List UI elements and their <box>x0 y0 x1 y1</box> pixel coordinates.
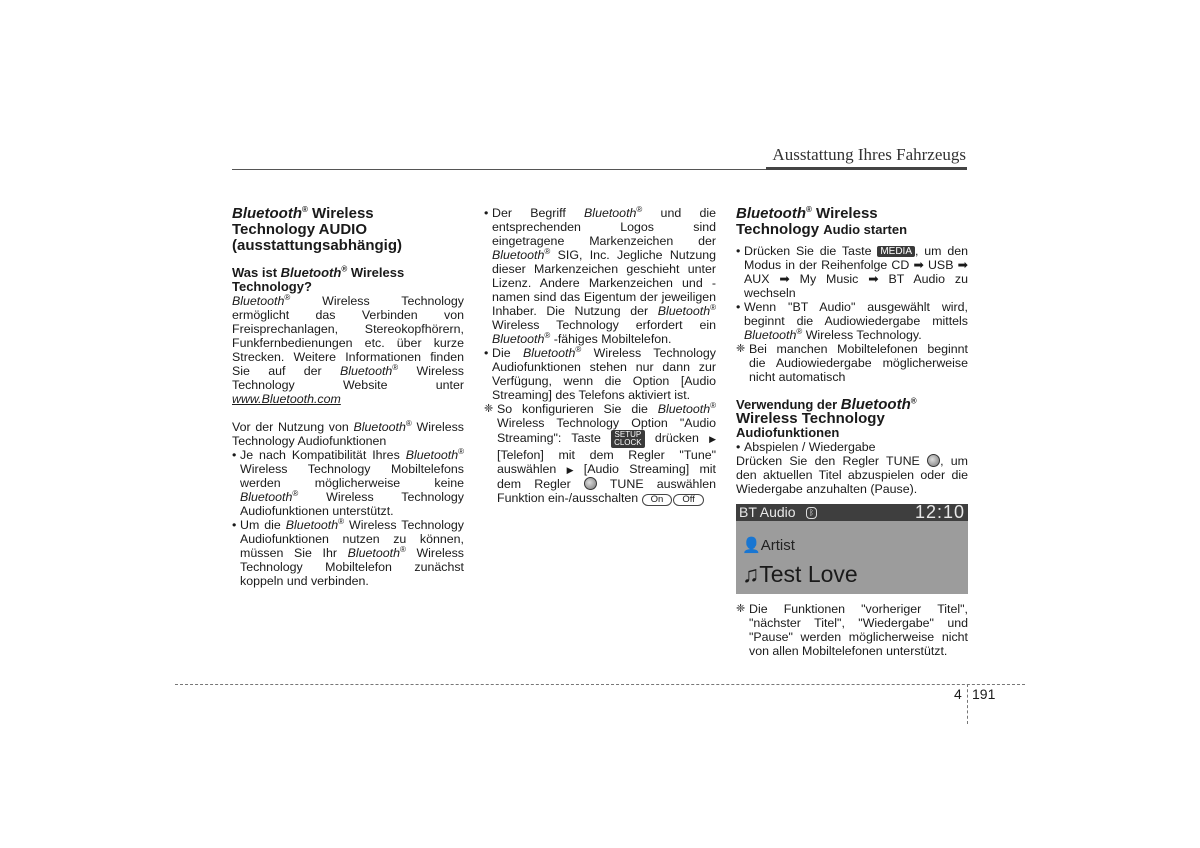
column-3 <box>736 206 968 658</box>
page-number: 191 <box>972 686 996 702</box>
footer-divider <box>967 684 968 724</box>
note-mark-icon: ❈ <box>736 603 746 615</box>
section-heading-start: Bluetooth® Wireless Technology Audio starten <box>736 205 908 238</box>
section-heading: Bluetooth® Wireless Technology AUDIO (ausstattungsabhängig) <box>232 205 403 254</box>
screen-status-bar <box>736 504 968 521</box>
chapter-number: 4 <box>954 686 962 702</box>
arrow-right-icon: ▶ <box>566 465 574 475</box>
column-1 <box>232 206 464 588</box>
screen-track-title: ♫Test Love <box>742 561 858 587</box>
footer-rule <box>175 684 1025 685</box>
website-link[interactable]: www.Bluetooth.com <box>232 392 341 406</box>
setup-clock-button-icon: SETUP CLOCK <box>611 430 645 448</box>
arrow-right-icon: ▶ <box>709 434 717 444</box>
note-mark-icon: ❈ <box>736 343 746 355</box>
screen-source-label: BT Audio <box>739 504 796 520</box>
list-item: • Abspielen / Wiedergabe <box>736 440 968 454</box>
off-button-icon: Off <box>673 494 704 506</box>
note-mark-icon: ❈ <box>484 403 494 415</box>
paragraph-tune: Drücken Sie den Regler TUNE , um den aktuellen Titel abzuspielen oder die Wiedergabe anzuhalten (Pause). <box>736 454 968 496</box>
person-icon: 👤 <box>742 537 761 554</box>
column-2 <box>484 206 716 506</box>
note-autoplay: ❈ Bei manchen Mobiltelefonen beginnt die Audiowiedergabe möglicherweise nicht automatisch <box>736 342 968 384</box>
list-item: • Je nach Kompatibilität Ihres Bluetooth® Wireless Technology Mobiltelefons werden möglicherweise keine Bluetooth® Wireless Technology Audiofunktionen unterstützt. <box>232 448 464 518</box>
list-item: • Die Bluetooth® Wireless Technology Audiofunktionen stehen nur dann zur Verfügung, wenn die Option [Audio Streaming] des Telefons aktiviert ist. <box>484 346 716 402</box>
list-item: • Um die Bluetooth® Wireless Technology Audiofunktionen nutzen zu können, müssen Sie Ihr Bluetooth® Wireless Technology Mobiltelefon zunächst koppeln und verbinden. <box>232 518 464 588</box>
subheading-what-is: Was ist Bluetooth® Wireless Technology? <box>232 264 405 294</box>
paragraph-intro: Bluetooth® Wireless Technology ermöglicht das Verbinden von Freisprechanlagen, Stereokopfhörern, Funkfernbedienungen etc. über kurze Strecken. Weitere Informationen finden Sie auf der Bluetooth® Wireless Technology Website unter www.Bluetooth.com <box>232 292 464 406</box>
tune-knob-icon <box>927 454 940 467</box>
screen-artist: 👤Artist <box>742 537 795 554</box>
bluetooth-icon: ᛒ <box>806 507 817 519</box>
list-item: • Drücken Sie die Taste MEDIA , um den Modus in der Reihenfolge CD ➡ USB ➡ AUX ➡ My Music ➡ BT Audio zu wechseln <box>736 244 968 300</box>
tune-knob-icon <box>584 477 597 490</box>
note-functions: ❈ Die Funktionen "vorheriger Titel", "nächster Titel", "Wiedergabe" und "Pause" werden möglicherweise nicht von allen Mobiltelefonen unterstützt. <box>736 602 968 658</box>
list-item: • Wenn "BT Audio" ausgewählt wird, beginnt die Audiowiedergabe mittels Bluetooth® Wireless Technology. <box>736 300 968 342</box>
note-configure: ❈ So konfigurieren Sie die Bluetooth® Wireless Technology Option "Audio Streaming": Taste SETUP CLOCK drücken ▶ [Telefon] mit dem Regler "Tune" auswählen ▶ [Audio Streaming] mit dem Regler TUNE auswählen Funktion ein-/ausschalten On Off <box>484 400 717 505</box>
subheading-usage: Verwendung der Bluetooth® Wireless Technology Audiofunktionen <box>736 396 917 440</box>
on-button-icon: On <box>642 494 673 506</box>
music-note-icon: ♫ <box>742 561 760 587</box>
screen-clock: 12:10 <box>914 502 965 522</box>
page-header-title: Ausstattung Ihres Fahrzeugs <box>772 145 966 164</box>
media-button-icon: MEDIA <box>877 246 915 257</box>
list-item: • Der Begriff Bluetooth® und die entsprechenden Logos sind eingetragene Markenzeichen der Bluetooth® SIG, Inc. Jegliche Nutzung dieser Markenzeichen geschieht unter Lizenz. Andere Markenzeichen und -namen sind das Eigentum der jeweiligen Inhaber. Die Nutzung der Bluetooth® Wireless Technology erfordert ein Bluetooth® -fähiges Mobiltelefon. <box>484 206 716 346</box>
audio-display-screen <box>736 504 968 594</box>
paragraph-before-use: Vor der Nutzung von Bluetooth® Wireless Technology Audiofunktionen <box>232 418 464 448</box>
header-rule-accent <box>766 167 967 170</box>
